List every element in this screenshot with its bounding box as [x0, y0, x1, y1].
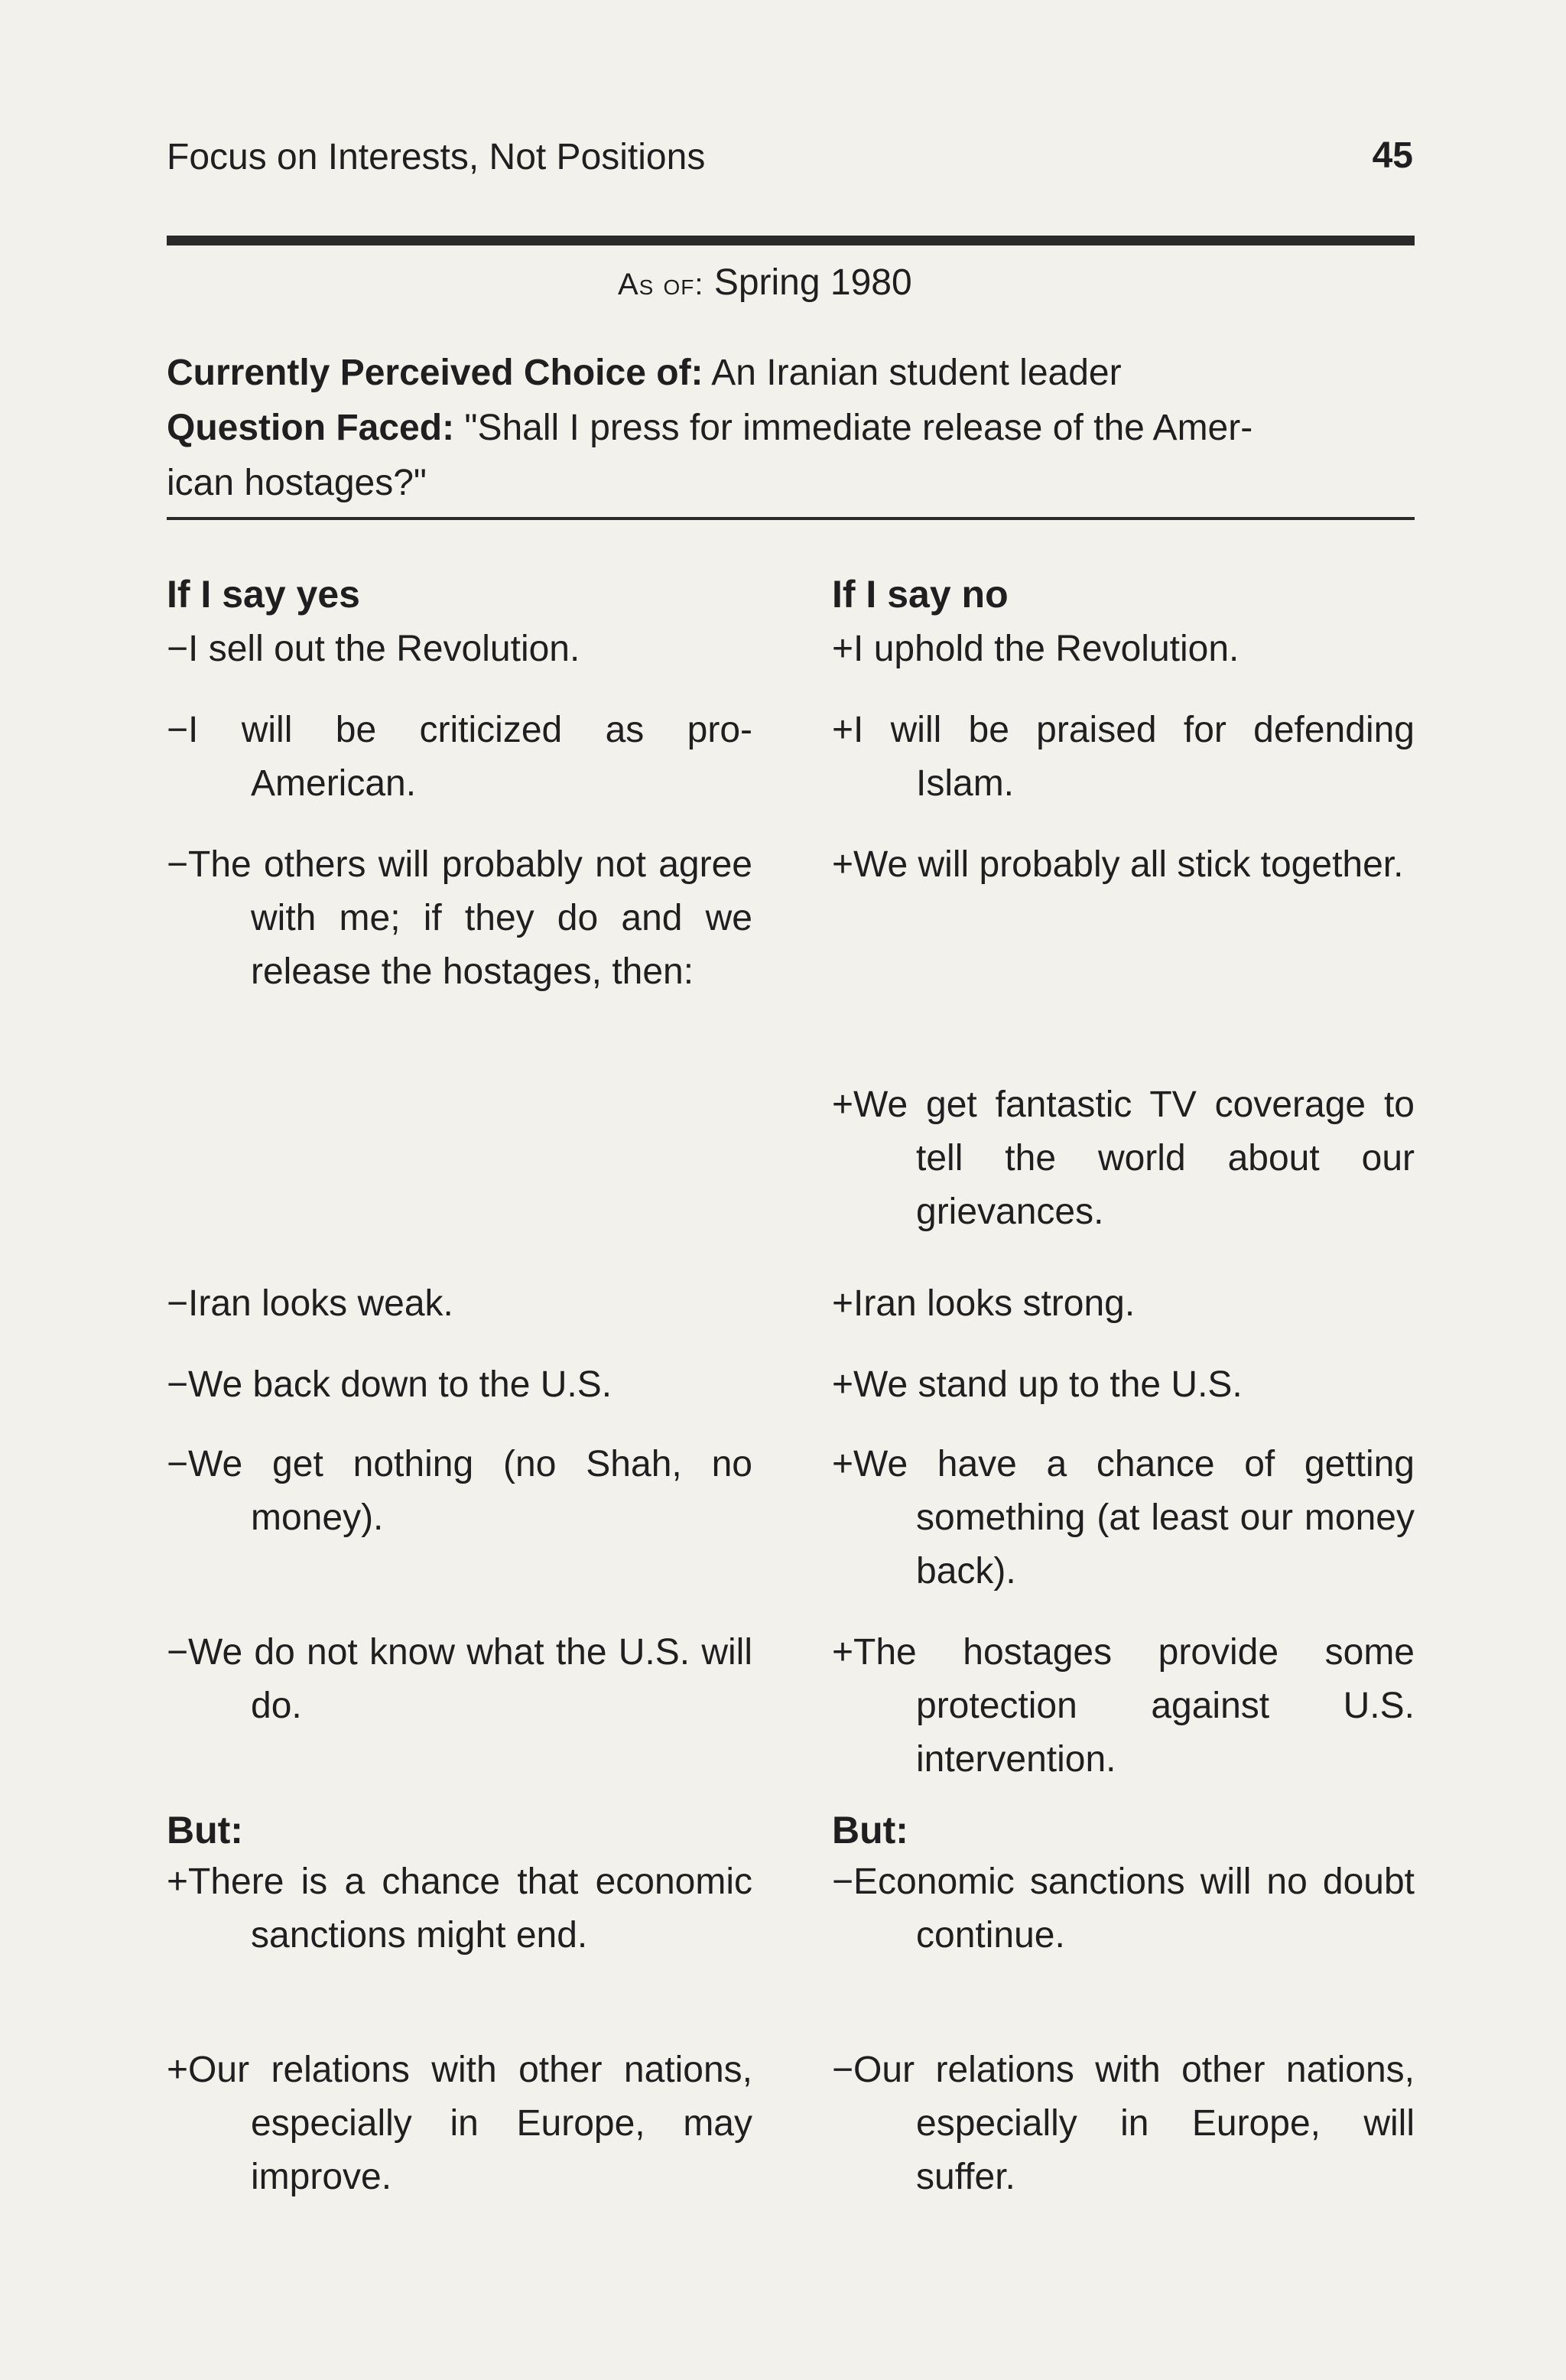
heading-if-no: If I say no	[832, 573, 1009, 616]
perceived-choice-line	[167, 346, 1415, 401]
no-item-6: +We stand up to the U.S.	[832, 1364, 1243, 1405]
as-of-line	[618, 262, 912, 303]
question-line-1	[167, 401, 1415, 456]
column-if-yes	[167, 567, 752, 2288]
header-rule	[167, 236, 1415, 245]
section-rule	[167, 517, 1415, 520]
yes-but-heading: But:	[167, 1809, 243, 1852]
no-but-item-1: −Economic sanctions will no doubt continue.	[832, 1861, 1415, 1956]
yes-item-5: −We back down to the U.S.	[167, 1364, 612, 1405]
no-but-item-2: −Our relations with other nations, especially in Europe, will suffer.	[832, 2050, 1415, 2197]
no-item-1: +I uphold the Revolution.	[832, 629, 1239, 669]
as-of-value: Spring 1980	[713, 262, 912, 303]
column-if-no	[832, 567, 1415, 2288]
yes-item-1: −I sell out the Revolution.	[167, 629, 580, 669]
running-head: Focus on Interests, Not Positions	[167, 137, 706, 177]
question-line-2: ican hostages?"	[167, 463, 427, 503]
no-item-4: +We get fantastic TV coverage to tell the world about our grievances.	[832, 1084, 1415, 1232]
heading-if-yes: If I say yes	[167, 573, 360, 616]
yes-item-6: −We get nothing (no Shah, no money).	[167, 1444, 752, 1538]
as-of-label: As of:	[618, 268, 704, 301]
yes-item-4: −Iran looks weak.	[167, 1283, 453, 1324]
no-item-5: +Iran looks strong.	[832, 1283, 1136, 1324]
no-but-heading: But:	[832, 1809, 908, 1852]
yes-but-item-2: +Our relations with other nations, especially in Europe, may improve.	[167, 2050, 752, 2197]
yes-item-3: −The others will probably not agree with me; if they do and we release the hostages, then:	[167, 844, 752, 992]
no-item-7: +We have a chance of getting something (at least our money back).	[832, 1444, 1415, 1592]
yes-item-7: −We do not know what the U.S. will do.	[167, 1632, 752, 1726]
yes-item-2: −I will be criticized as pro-American.	[167, 710, 752, 804]
question-label: Question Faced:	[167, 408, 455, 448]
perceived-choice-value: An Iranian student leader	[711, 353, 1122, 393]
page-number: 45	[1372, 135, 1413, 176]
choice-block	[167, 346, 1415, 511]
question-text-1: "Shall I press for immediate release of the Amer-	[464, 408, 1253, 448]
perceived-choice-label: Currently Perceived Choice of:	[167, 353, 703, 393]
no-item-8: +The hostages provide some protection against U.S. intervention.	[832, 1632, 1415, 1780]
yes-but-item-1: +There is a chance that economic sanctions might end.	[167, 1861, 752, 1956]
no-item-2: +I will be praised for defending Islam.	[832, 710, 1415, 804]
no-item-3: +We will probably all stick together.	[832, 844, 1404, 885]
